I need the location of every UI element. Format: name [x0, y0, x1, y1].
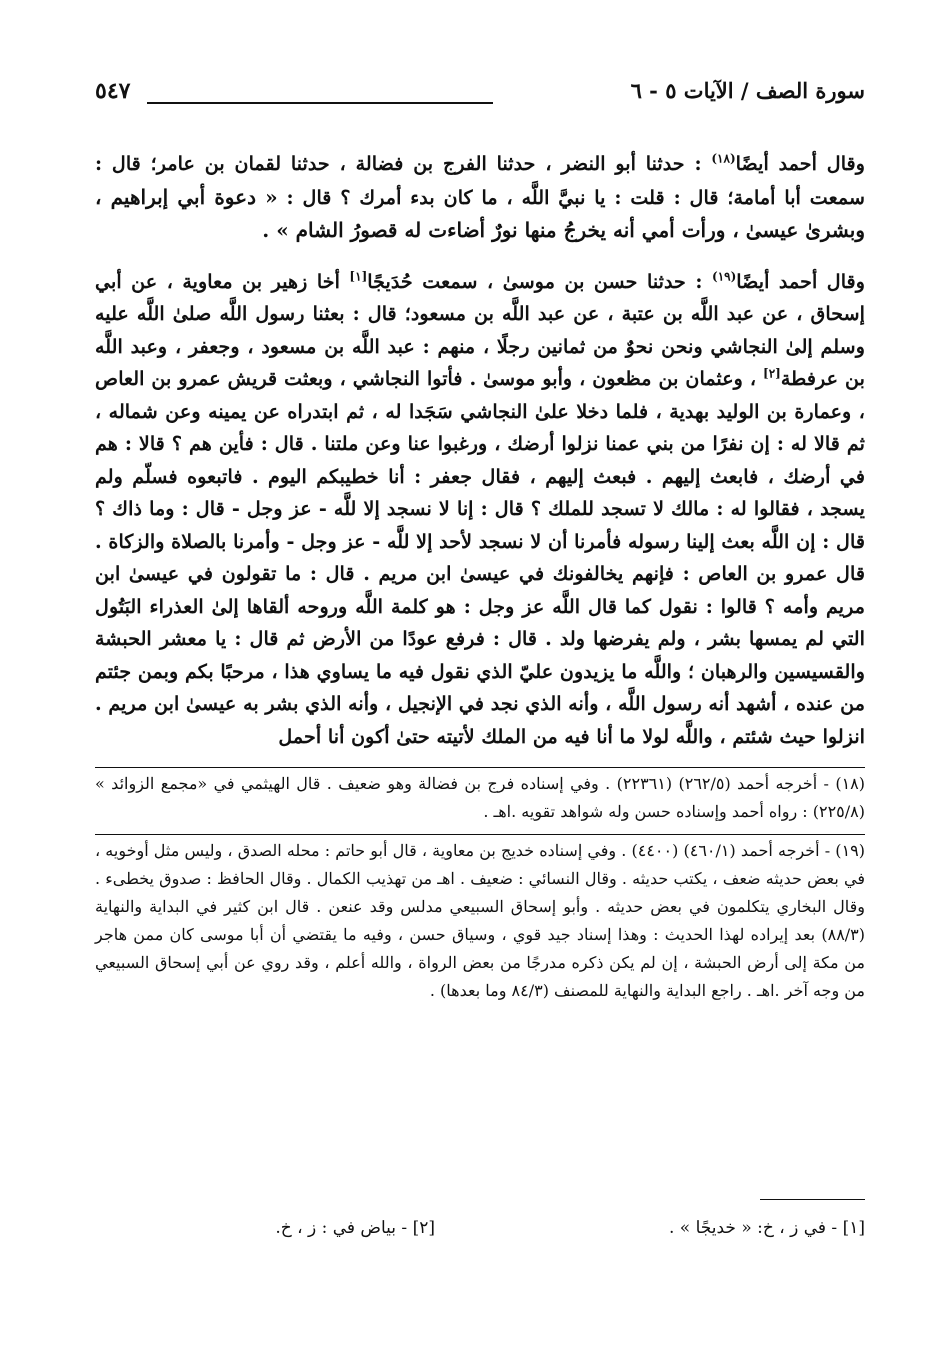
footnote-18: (١٨) - أخرجه أحمد (٢٦٢/٥) (٢٢٣٦١) . وفي إسناده فرج بن فضالة وهو ضعيف . قال الهيثمي في «مجمع الزوائد » (٢٢٥/٨) : رواه أحمد وإسناده حسن وله شواهد تقويه .اهـ .	[95, 767, 865, 826]
p1-text: : حدثنا أبو النضر ، حدثنا الفرج بن فضالة ، حدثنا لقمان بن عامر؛ قال : سمعت أبا أمامة؛ قال : قلت : يا نبيَّ اللَّه ، ما كان بدء أمرك ؟ قال :	[95, 152, 866, 209]
header-rule	[147, 102, 493, 104]
paragraph-hadith-19	[95, 266, 865, 754]
footnote-19: (١٩) - أخرجه أحمد (٤٦٠/١) (٤٤٠٠) . وفي إسناده خديج بن معاوية ، قال أبو حاتم : محله الصدق ، وليس مثل أوخويه ، في بعض حديثه ضعف ، يكتب حديثه . وقال النسائي : ضعيف . اهـ من تهذيب الكمال . وقال الحافظ : صدوق يخطىء . وقال البخاري يتكلمون في بعض حديثه . وأبو إسحاق السبيعي مدلس وقد عنعن . قال ابن كثير في البداية والنهاية (٨٨/٣) بعد إيراده لهذا الحديث : وهذا إسناد جيد قوي ، وسياق حسن ، وفيه ما يقتضي أن أبا موسى كان ممن هاجر من مكة إلى أرض الحبشة ، إن لم يكن ذكره مدرجًا من بعض الرواة ، والله أعلم ، وقد روي عن أبي إسحاق السبيعي من وجه آخر .اهـ . راجع البداية والنهاية للمصنف (٨٤/٣ وما بعدها) .	[95, 834, 865, 1005]
footnote-ref-18: (١٨)	[711, 151, 736, 166]
p2-intro: وقال أحمد أيضًا	[736, 269, 865, 293]
footnote-ref-19: (١٩)	[712, 269, 737, 284]
variant-ref-1: [١]	[349, 269, 368, 284]
page-number: ٥٤٧	[95, 78, 131, 104]
p1-hadith-quote: « دعوة أبي إبراهيم ، وبشرىٰ عيسىٰ ، ورأت أمي أنه يخرجُ منها نورٌ أضاءت له قصورُ الشام » .	[95, 184, 865, 242]
p2-name: حُدَيجًا	[367, 269, 413, 293]
p2-text-b: أخا زهير بن معاوية ، عن أبي إسحاق ، عن عبد اللَّه بن عتبة ، عن عبد اللَّه بن مسعود؛ قال : بعثنا رسول اللَّه صلىٰ اللَّه عليه وسلم إلىٰ النجاشي ونحن نحوٌ من ثمانين رجلًا ، منهم : عبد اللَّه بن مسعود ، وجعفر ، وعبد اللَّه بن عرفطة	[95, 269, 865, 390]
page-header	[95, 78, 865, 114]
running-title: سورة الصف / الآيات ٥ - ٦	[630, 78, 865, 103]
book-page	[95, 78, 865, 1278]
p1-intro: وقال أحمد أيضًا	[735, 152, 865, 175]
variant-note-2: [٢] - بياض في : ز ، خ.	[275, 1218, 435, 1238]
variants-rule	[760, 1199, 865, 1200]
paragraph-hadith-18	[95, 148, 865, 248]
variant-note-1: [١] - في ز ، خ: « خديجًا » .	[668, 1218, 865, 1238]
variant-ref-2: [٢]	[763, 366, 781, 381]
p2-text-c: ، وعثمان بن مظعون ، وأبو موسىٰ . فأتوا النجاشي ، وبعثت قريش عمرو بن العاص ، وعمارة بن الوليد بهدية ، فلما دخلا علىٰ النجاشي سَجَدا له ، ثم ابتدراه عن يمينه وعن شماله ، ثم قالا له : إن نفرًا من بني عمنا نزلوا أرضك ، ورغبوا عنا وعن ملتنا . قال : فأين هم ؟ قالا : هم في أرضك ، فابعث إليهم . فبعث إليهم ، فقال جعفر : أنا خطيبكم اليوم . فاتبعوه فسلّم ولم يسجد ، فقالوا له : مالك لا تسجد للملك ؟ قال : إنا لا نسجد إلا للَّه - عز وجل - قال : وما ذاك ؟ قال : إن اللَّه بعث إلينا رسوله فأمرنا أن لا نسجد لأحد إلا للَّه - عز وجل - وأمرنا بالصلاة والزكاة . قال عمرو بن العاص : فإنهم يخالفونك في عيسىٰ ابن مريم . قال : ما تقولون في عيسىٰ ابن مريم وأمه ؟ قالوا : نقول كما قال اللَّه عز وجل : هو كلمة اللَّه وروحه ألقاها إلىٰ العذراء البَتُول التي لم يمسها بشر ، ولم يفرضها ولد . قال : فرفع عودًا من الأرض ثم قال : يا معشر الحبشة والقسيسين والرهبان ؛ واللَّه ما يزيدون عليّ الذي نقول فيه ما يساوي هذا ، مرحبًا بكم وبمن جئتم من عنده ، أشهد أنه رسول اللَّه ، وأنه الذي نجد في الإنجيل ، وأنه الذي بشر به عيسىٰ ابن مريم . انزلوا حيث شئتم ، واللَّه لولا ما أنا فيه من الملك لأتيته حتىٰ أكون أنا أحمل	[95, 367, 865, 748]
p2-text-a: : حدثنا حسن بن موسىٰ ، سمعت	[422, 269, 703, 293]
